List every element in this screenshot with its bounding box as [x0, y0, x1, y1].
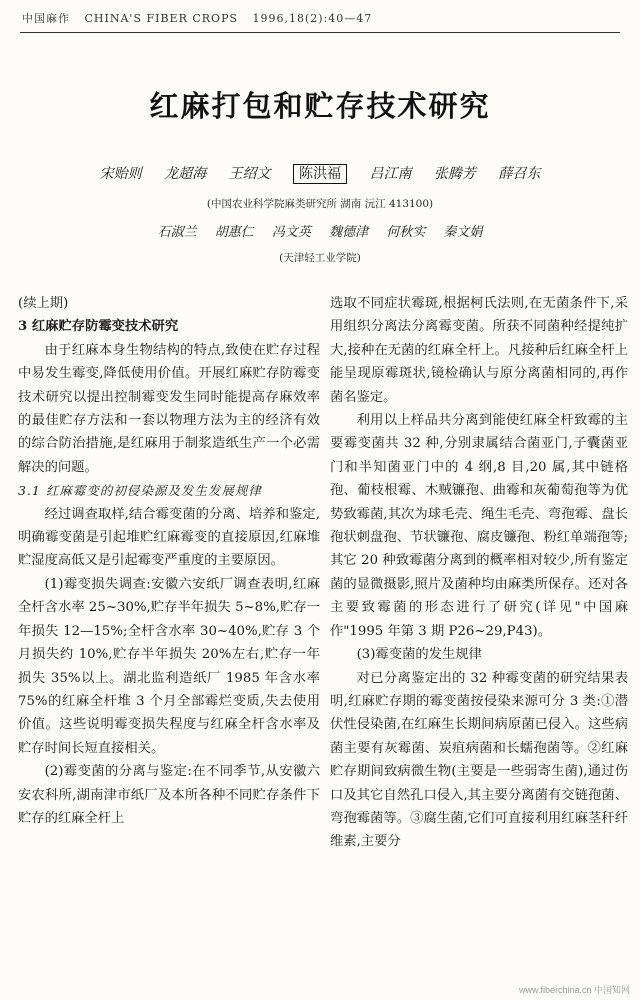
author: 吕江南 — [369, 166, 412, 182]
subsection-heading: 3.1 红麻霉变的初侵染源及发生发展规律 — [18, 483, 262, 499]
author-highlighted: 陈洪福 — [293, 164, 347, 184]
header-rule — [20, 32, 620, 33]
paragraph: (1)霉变损失调查:安徽六安纸厂调查表明,红麻全杆含水率 25~30%,贮存半年损失 5~8%,贮存一年损失 12—15%;全杆含水率 30~40%,贮存 3 个月损失约 10%,贮存半年损失 20%左右,贮存一年损失 35%以上。湖北监利造纸厂 1985 年含水率 75%的红麻全杆堆 3 个月全部霉烂变质,失去使用价值。这些说明霉变损失程度与红麻全杆含水率及贮存时间长短直接相关。 — [18, 576, 320, 756]
watermark: www.fiberchina.cn 中国知网 — [518, 985, 630, 995]
author: 胡惠仁 — [214, 225, 254, 240]
affiliation-1: (中国农业科学院麻类研究所 湖南 沅江 413100) — [206, 198, 434, 210]
paragraph: (2)霉变菌的分离与鉴定:在不同季节,从安徽六安农科所,湖南津市纸厂及本所各种不同贮存条件下贮存的红麻全杆上 — [18, 764, 320, 826]
author: 秦文娟 — [443, 225, 483, 240]
paragraph: (续上期) — [18, 296, 69, 311]
journal-name-en: CHINA'S FIBER CROPS — [84, 12, 239, 25]
author: 张腾芳 — [433, 166, 476, 182]
paragraph: 经过调查取样,结合霉变菌的分离、培养和鉴定,明确霉变菌是引起堆贮红麻霉变的直接原因,红麻堆贮湿度高低又是引起霉变严重度的主要原因。 — [18, 506, 320, 569]
right-column — [330, 292, 628, 854]
author: 王绍文 — [228, 166, 271, 182]
author: 宋贻则 — [99, 166, 142, 182]
article-title: 红麻打包和贮存技术研究 — [149, 89, 491, 123]
authors-row-1 — [0, 163, 640, 183]
paragraph: (3)霉变菌的发生规律 — [356, 647, 482, 663]
author: 魏德津 — [329, 225, 369, 240]
section-heading: 3 红麻贮存防霉变技术研究 — [18, 319, 179, 335]
running-header — [22, 10, 618, 26]
paragraph: 利用以上样品共分离到能使红麻全杆致霉的主要霉变菌共 32 种,分别隶属结合菌亚门,子囊菌亚门和半知菌亚门中的 4 纲,8 目,20 属,其中链格孢、葡枝根霉、木贼镰孢、曲霉和灰葡萄孢等为优势致霉菌,其次为球毛壳、绳生毛壳、弯孢霉、盘长孢状刺盘孢、节状镰孢、腐皮镰孢、粉红单端孢等;其它 20 种致霉菌分离到的概率相对较少,所有鉴定菌的显微摄影,照片及菌种均由麻类所保存。还对各主要致霉菌的形态进行了研究(详见"中国麻作"1995 年第 3 期 P26~29,P43)。 — [330, 413, 628, 639]
author: 龙超海 — [164, 166, 207, 182]
author: 薛召东 — [498, 166, 541, 182]
journal-name-cn: 中国麻作 — [22, 12, 70, 25]
left-column — [18, 292, 320, 830]
author: 何秋实 — [386, 225, 426, 240]
authors-row-2 — [0, 221, 640, 240]
author: 冯文英 — [271, 225, 311, 240]
paragraph: 选取不同症状霉斑,根据柯氏法则,在无菌条件下,采用组织分离法分离霉变菌。所获不同菌种经提纯扩大,接种在无菌的红麻全杆上。凡接种后红麻全杆上能呈现原霉斑状,镜检确认与原分离菌相同的,再作菌名鉴定。 — [330, 296, 628, 405]
paragraph: 对已分离鉴定出的 32 种霉变菌的研究结果表明,红麻贮存期的霉变菌按侵染来源可分 3 类:①潜伏性侵染菌,在红麻生长期间病原菌已侵入。这些病菌主要有灰霉菌、炭疽病菌和长蠕孢菌等。②红麻贮存期间致病微生物(主要是一些弱寄生菌),通过伤口及其它自然孔口侵入,其主要分离菌有交链孢菌、弯孢霉菌等。③腐生菌,它们可直接利用红麻茎秆纤维素,主要分 — [330, 670, 628, 850]
citation: 1996,18(2):40—47 — [252, 12, 373, 25]
affiliation-2: (天津轻工业学院) — [279, 252, 361, 264]
paragraph: 由于红麻本身生物结构的特点,致使在贮存过程中易发生霉变,降低使用价值。开展红麻贮存防霉变技术研究以提出控制霉变发生同时能提高存麻效率的最佳贮存方法和一套以物理方法为主的经济有效的综合防治措施,是红麻用于制浆造纸生产一个必需解决的问题。 — [18, 342, 320, 475]
author: 石淑兰 — [157, 225, 197, 240]
